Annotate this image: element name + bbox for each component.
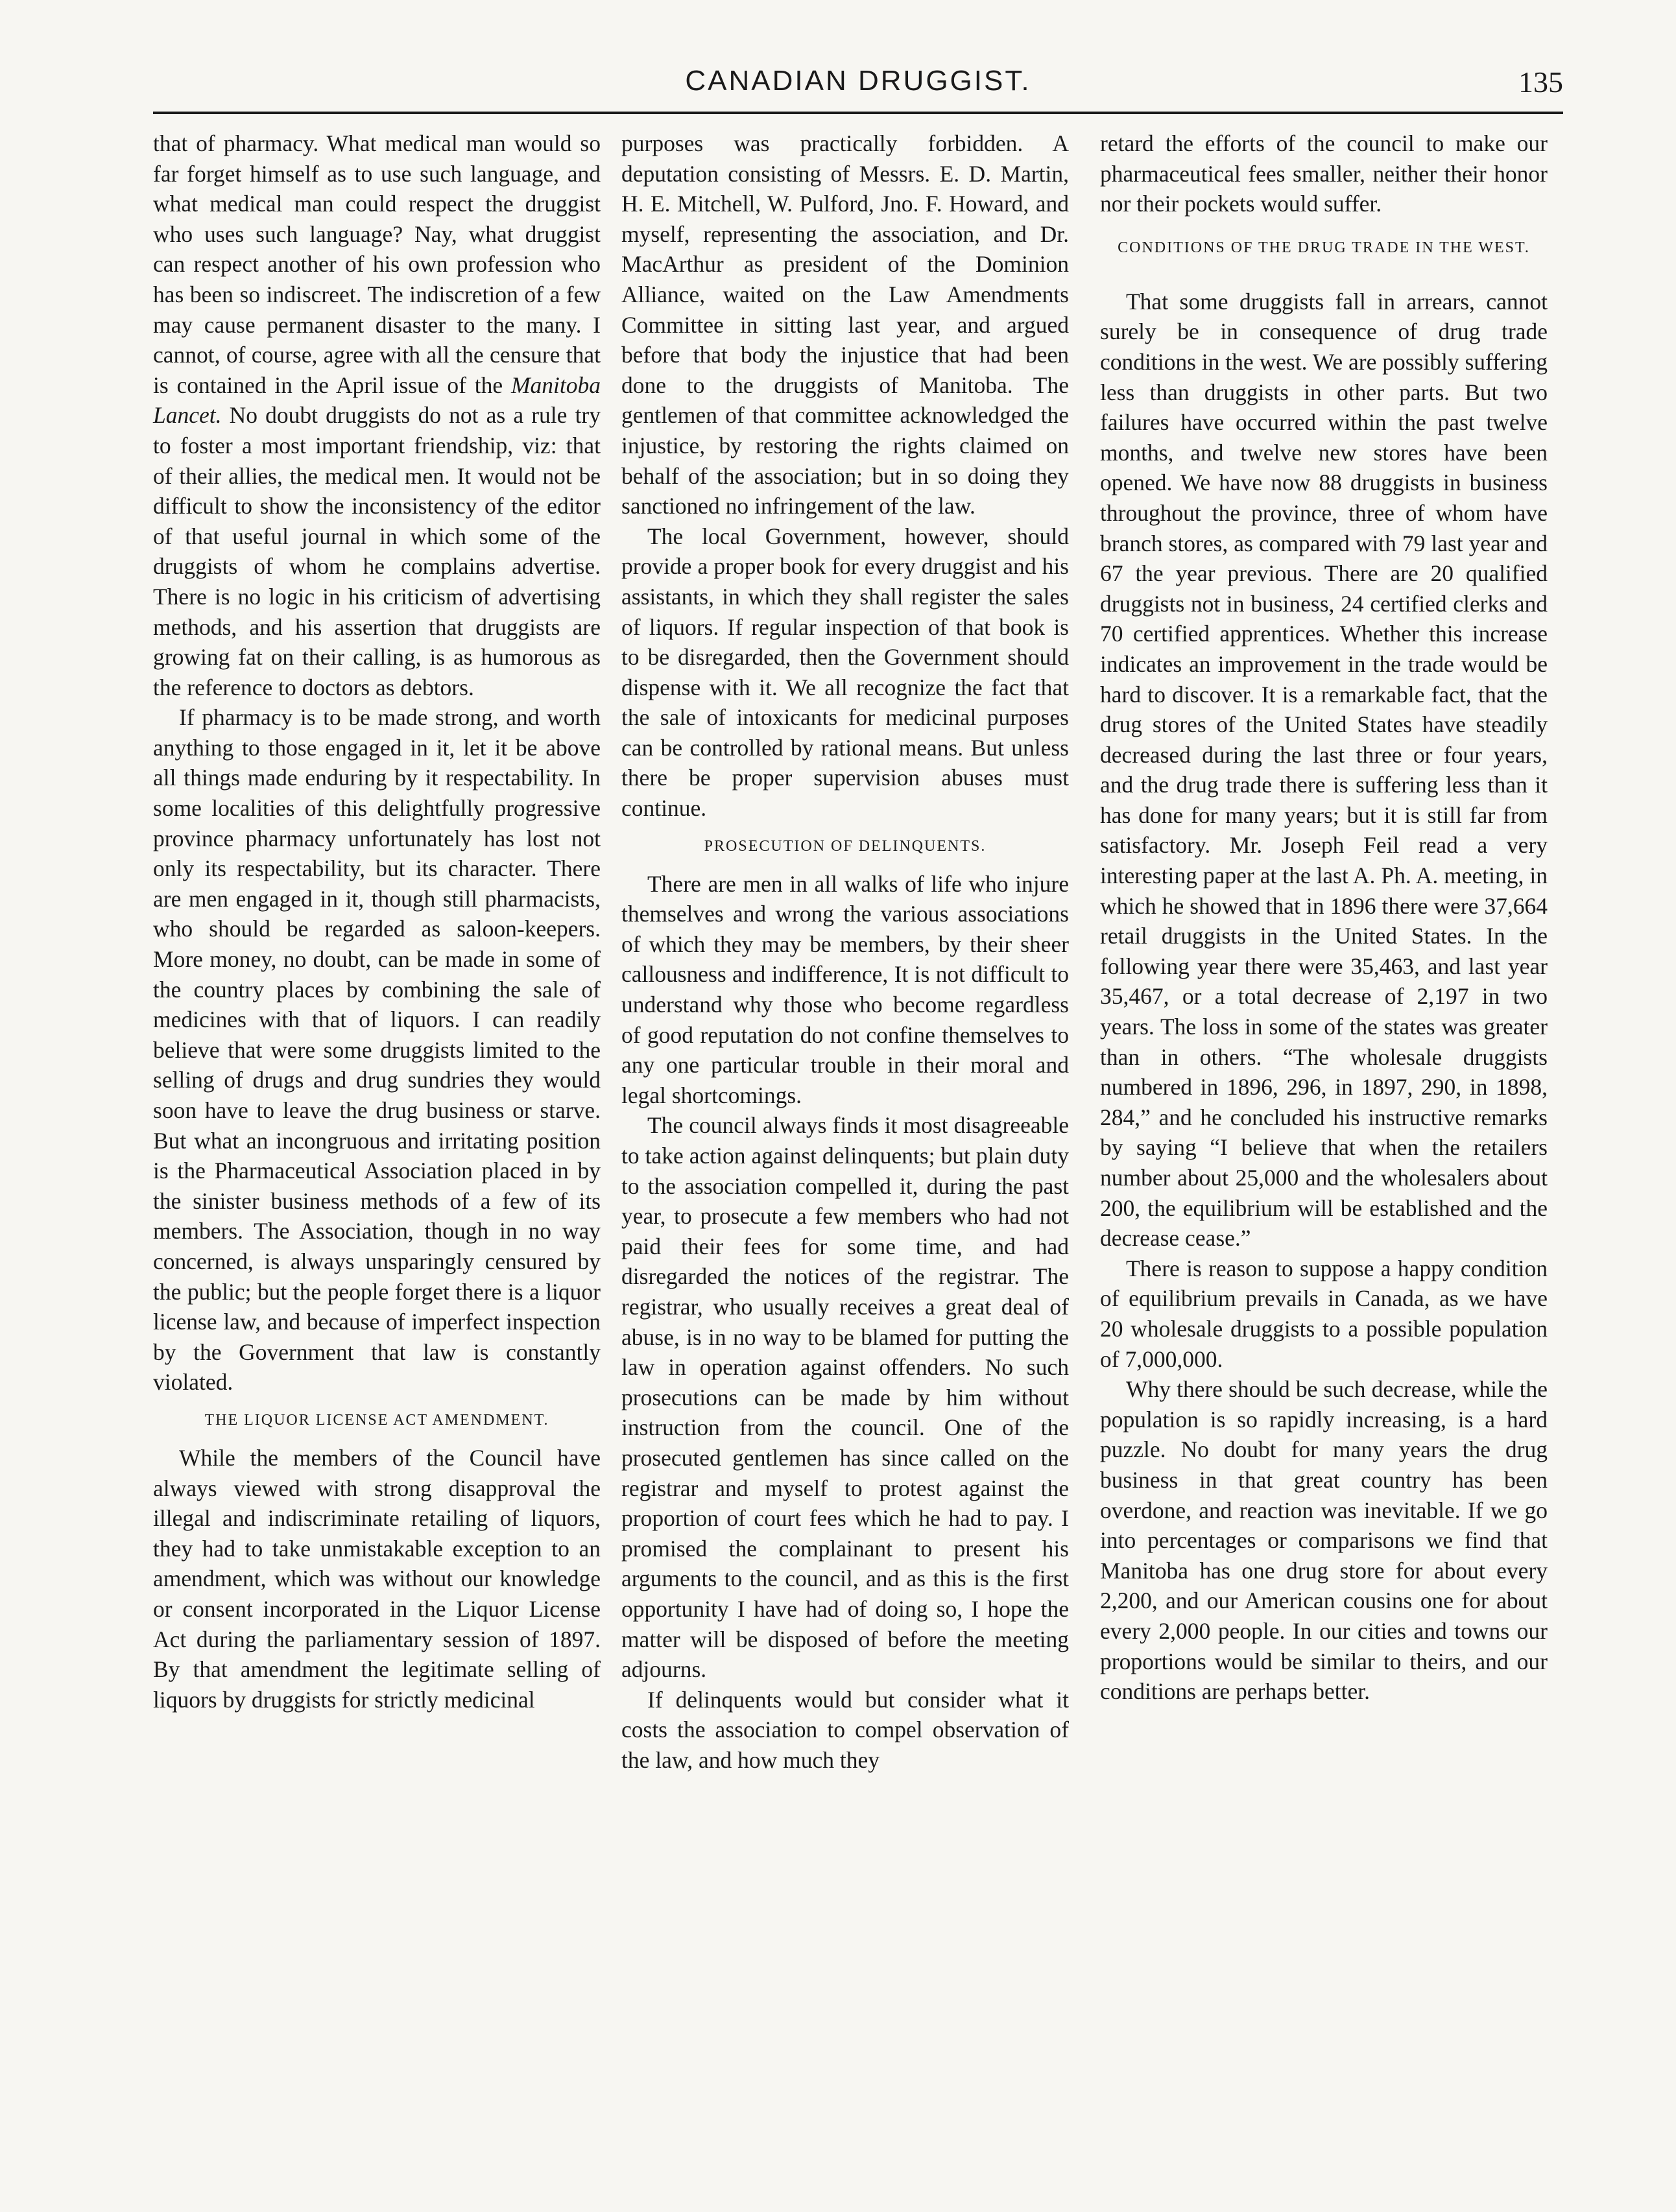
paragraph-text: No doubt druggists do not as a rule try to foster a most important friendship, viz: that of their allies, the medical men. It would not be difficult to show the inconsistency of the editor of that useful journal in which some of the druggists of whom he complains advertise. There is no logic in his criticism of advertising methods, and his assertion that druggists are growing fat on their calling, is as humorous as the reference to doctors as debtors. [153, 402, 601, 700]
journal-title: Manitoba Lancet. [153, 372, 601, 429]
paragraph: There are men in all walks of life who injure themselves and wrong the various associations of which they may be members, by their sheer callousness and indifference, It is not difficult to understand why those who become regardless of good reputation do not confine themselves to any one particular trouble in their moral and legal shortcomings. [621, 870, 1069, 1108]
section-heading: CONDITIONS OF THE DRUG TRADE IN THE WEST. [1118, 239, 1530, 256]
column-3 [1100, 128, 1548, 1707]
paragraph: retard the efforts of the council to make our pharmaceutical fees smaller, neither their honor nor their pockets would suffer. [1100, 130, 1548, 217]
paragraph: There is reason to suppose a happy condition of equilibrium prevails in Canada, as we have 20 wholesale druggists to a possible population of 7,000,000. [1100, 1255, 1548, 1372]
paragraph: The local Government, however, should provide a proper book for every druggist and his assistants, in which they shall register the sales of liquors. If regular inspection of that book is to be disregarded, then the Government should dispense with it. We all recognize the fact that the sale of intoxicants for medicinal purposes can be controlled by rational means. But unless there be proper supervision abuses must continue. [621, 523, 1069, 822]
article-body [153, 128, 1563, 2158]
paragraph [153, 128, 601, 702]
paragraph: Why there should be such decrease, while the population is so rapidly increasing, is a hard puzzle. No doubt for many years the drug business in that great country has been overdone, and reaction was inevitable. If we go into percentages or comparisons we find that Manitoba has one drug store for about every 2,200, and our American cousins one for about every 2,000 people. In our cities and towns our proportions would be similar to theirs, and our conditions are perhaps better. [1100, 1376, 1548, 1705]
page-header [153, 65, 1563, 110]
header-rule [153, 112, 1563, 114]
section-heading: THE LIQUOR LICENSE ACT AMENDMENT. [204, 1411, 549, 1429]
paragraph: While the members of the Council have always viewed with strong disapproval the illegal and indiscriminate retailing of liquors, they had to take unmistakable exception to an amendment, which was without our knowledge or consent incorporated in the Liquor License Act during the parliamentary session of 1897. By that amendment the legitimate selling of liquors by druggists for strictly medicinal [153, 1444, 601, 1713]
column-2 [621, 128, 1069, 1775]
section-heading: PROSECUTION OF DELINQUENTS. [704, 837, 987, 855]
paragraph: The council always finds it most disagreeable to take action against delinquents; but plain duty to the association compelled it, during the past year, to prosecute a few members who had not paid their fees for some time, and had disregarded the notices of the registrar. The registrar, who usually receives a great deal of abuse, is in no way to be blamed for putting the law in operation against offenders. No such prosecutions can be made by him without instruction from the council. One of the prosecuted gentlemen has since called on the registrar and myself to protest against the proportion of court fees which he had to pay. I promised the complainant to present his arguments to the council, and as this is the first opportunity I have had of doing so, I hope the matter will be disposed of before the meeting adjourns. [621, 1112, 1069, 1683]
paragraph: purposes was practically forbidden. A deputation consisting of Messrs. E. D. Martin, H. E. Mitchell, W. Pulford, Jno. F. Howard, and myself, representing the association, and Dr. MacArthur as president of the Dominion Alliance, waited on the Law Amendments Committee in sitting last year, and argued before that body the injustice that had been done to the druggists of Manitoba. The gentlemen of that committee acknowledged the injustice, by restoring the rights claimed on behalf of the association; but in so doing they sanctioned no infringement of the law. [621, 130, 1069, 519]
column-1 [153, 128, 601, 1715]
paragraph: If delinquents would but consider what it costs the association to compel observation of the law, and how much they [621, 1686, 1069, 1773]
paragraph: That some druggists fall in arrears, cannot surely be in consequence of drug trade conditions in the west. We are possibly suffering less than druggists in other parts. But two failures have occurred within the past twelve months, and twelve new stores have been opened. We have now 88 druggists in business throughout the province, three of whom have branch stores, as compared with 79 last year and 67 the year previous. There are 20 qualified druggists not in business, 24 certified clerks and 70 certified apprentices. Whether this increase indicates an improvement in the trade would be hard to discover. It is a remarkable fact, that the drug stores of the United States have steadily decreased during the last three or four years, and the drug trade there is suffering less than it has done for many years; but it is still far from satisfactory. Mr. Joseph Feil read a very interesting paper at the last A. Ph. A. meeting, in which he showed that in 1896 there were 37,664 retail druggists in the United States. In the following year there were 35,463, and last year 35,467, or a total decrease of 2,197 in two years. The loss in some of the states was greater than in others. “The wholesale druggists numbered in 1896, 296, in 1897, 290, in 1898, 284,” and he concluded his instructive remarks by saying “I believe that when the retailers number about 25,000 and the wholesalers about 200, the equilibrium will be established and the decrease cease.” [1100, 288, 1548, 1252]
paragraph: If pharmacy is to be made strong, and worth anything to those engaged in it, let it be above all things made enduring by it respectability. In some localities of this delightfully progressive province pharmacy unfortunately has lost not only its respectability, but its character. There are men engaged in it, though still pharmacists, who should be regarded as saloon-keepers. More money, no doubt, can be made in some of the country places by combining the sale of medicines with that of liquors. I can readily believe that were some druggists limited to the selling of drugs and drug sundries they would soon have to leave the drug business or starve. But what an incongruous and irritating position is the Pharmaceutical Association placed in by the sinister business methods of a few of its members. The Association, though in no way concerned, is always unsparingly censured by the public; but the people forget there is a liquor license law, and because of imperfect inspection by the Government that law is constantly violated. [153, 704, 601, 1396]
page-number: 135 [1518, 65, 1563, 99]
paragraph-text: that of pharmacy. What medical man would so far forget himself as to use such language, and what medical man could respect the druggist who uses such language? Nay, what druggist can respect another of his own profession who has been so indiscreet. The indiscretion of a few may cause permanent disaster to the many. I cannot, of course, agree with all the censure that is contained in the April issue of the [153, 130, 601, 398]
running-head: CANADIAN DRUGGIST. [685, 65, 1031, 97]
